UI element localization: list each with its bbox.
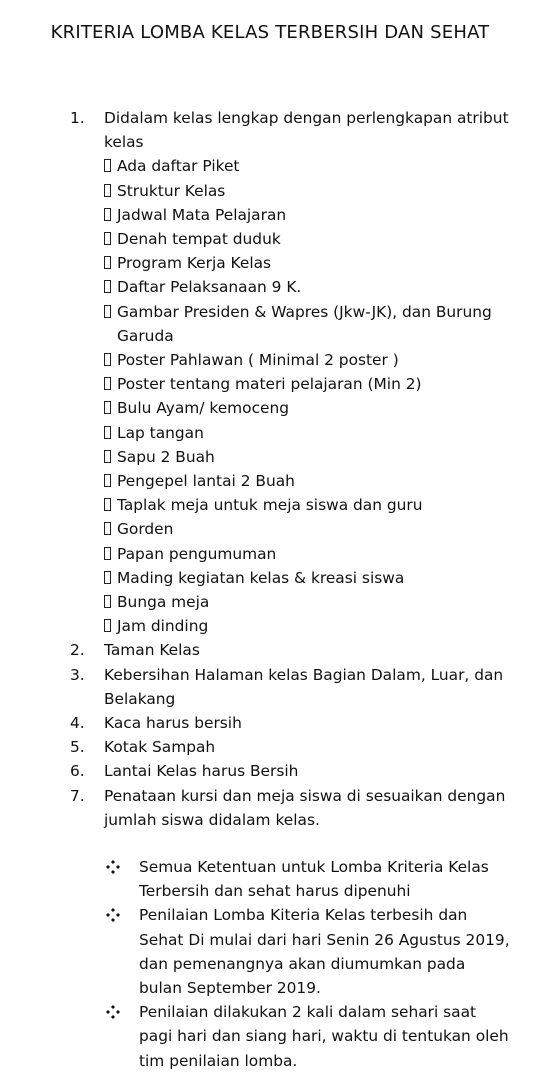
checklist-item: [0, 542, 540, 566]
checklist-item-text: Struktur Kelas: [117, 181, 226, 200]
list-item: [0, 663, 540, 711]
note-text: Penilaian Lomba Kiteria Kelas terbesih dan Sehat Di mulai dari hari Senin 26 Agustus 2019, dan pemenangnya akan diumumkan pada bulan September 2019.: [139, 906, 510, 998]
checkbox-icon: [104, 305, 111, 318]
item-number: 6.: [70, 762, 85, 781]
checklist-item: [0, 300, 540, 348]
notes-list: [0, 855, 540, 1073]
checklist-item: [0, 590, 540, 614]
list-item: [0, 711, 540, 735]
item-text: Kotak Sampah: [104, 738, 216, 757]
checklist-item: [0, 372, 540, 396]
checklist-item: [0, 275, 540, 299]
checklist-item: [0, 154, 540, 178]
checklist-item: [0, 493, 540, 517]
checkbox-icon: [104, 184, 111, 197]
checklist-item-text: Papan pengumuman: [117, 544, 277, 563]
checkbox-icon: [104, 522, 111, 535]
checklist-item: [0, 179, 540, 203]
checkbox-icon: [104, 547, 111, 560]
item-text: Didalam kelas lengkap dengan perlengkapan atribut kelas: [104, 109, 509, 152]
item-number: 1.: [70, 109, 85, 127]
note-item: [0, 1000, 540, 1073]
checklist-item-text: Gambar Presiden & Wapres (Jkw-JK), dan Burung Garuda: [117, 302, 492, 345]
checklist-item-text: Bunga meja: [117, 593, 210, 612]
checklist-item: [0, 469, 540, 493]
checkbox-icon: [104, 280, 111, 293]
checklist-item-text: Sapu 2 Buah: [117, 447, 215, 466]
checkbox-icon: [104, 450, 111, 463]
checklist-item: [0, 396, 540, 420]
note-text: Penilaian dilakukan 2 kali dalam sehari saat pagi hari dan siang hari, waktu di tentukan oleh tim penilaian lomba.: [139, 1003, 509, 1070]
checkbox-icon: [104, 474, 111, 487]
checklist-item-text: Daftar Pelaksanaan 9 K.: [117, 278, 302, 297]
checklist-item-text: Poster Pahlawan ( Minimal 2 poster ): [117, 351, 399, 370]
note-text: Semua Ketentuan untuk Lomba Kriteria Kelas Terbersih dan sehat harus dipenuhi: [139, 858, 489, 901]
list-item: [0, 759, 540, 783]
checklist-item-text: Jadwal Mata Pelajaran: [117, 205, 287, 224]
item-text: Penataan kursi dan meja siswa di sesuaikan dengan jumlah siswa didalam kelas.: [104, 786, 506, 829]
item-text: Kaca harus bersih: [104, 714, 242, 733]
item-text: Taman Kelas: [104, 641, 200, 660]
checklist-item: [0, 203, 540, 227]
list-item: [0, 784, 540, 832]
checklist-item-text: Gorden: [117, 520, 174, 539]
checkbox-icon: [104, 498, 111, 511]
checklist-item-text: Lap tangan: [117, 423, 204, 442]
checkbox-icon: [104, 208, 111, 221]
list-item: [0, 638, 540, 662]
checkbox-icon: [104, 159, 111, 172]
item-number: 3.: [70, 665, 85, 684]
diamond-bullet-icon: [106, 860, 120, 874]
checkbox-icon: [104, 256, 111, 269]
checkbox-icon: [104, 377, 111, 390]
checkbox-icon: [104, 619, 111, 632]
item-text: Lantai Kelas harus Bersih: [104, 762, 299, 781]
note-item: [0, 855, 540, 903]
checklist-item-text: Ada daftar Piket: [117, 157, 240, 176]
checklist-item-text: Taplak meja untuk meja siswa dan guru: [117, 496, 423, 515]
diamond-bullet-icon: [106, 908, 120, 922]
checkbox-icon: [104, 401, 111, 414]
checklist-item: [0, 348, 540, 372]
checklist-item-text: Mading kegiatan kelas & kreasi siswa: [117, 568, 405, 587]
criteria-list: [0, 106, 540, 832]
note-item: [0, 903, 540, 1000]
checklist-item-text: Program Kerja Kelas: [117, 254, 272, 273]
checklist-item: [0, 566, 540, 590]
item-number: 5.: [70, 738, 85, 757]
checklist-item-text: Denah tempat duduk: [117, 230, 281, 249]
diamond-bullet-icon: [106, 1005, 120, 1019]
checkbox-icon: [104, 426, 111, 439]
checklist-item: [0, 251, 540, 275]
list-item: [0, 106, 540, 154]
checklist-item: [0, 421, 540, 445]
checklist-item: [0, 445, 540, 469]
checklist-item: [0, 614, 540, 638]
item-number: 4.: [70, 714, 85, 733]
attribute-checklist: [0, 154, 540, 638]
checklist-item-text: Bulu Ayam/ kemoceng: [117, 399, 290, 418]
checklist-item: [0, 517, 540, 541]
checklist-item-text: Jam dinding: [117, 617, 209, 636]
list-item: [0, 735, 540, 759]
checklist-item-text: Poster tentang materi pelajaran (Min 2): [117, 375, 422, 394]
item-text: Kebersihan Halaman kelas Bagian Dalam, Luar, dan Belakang: [104, 665, 504, 708]
checkbox-icon: [104, 571, 111, 584]
checkbox-icon: [104, 353, 111, 366]
checkbox-icon: [104, 232, 111, 245]
item-number: 2.: [70, 641, 85, 660]
checklist-item-text: Pengepel lantai 2 Buah: [117, 472, 295, 491]
checkbox-icon: [104, 595, 111, 608]
document-title: KRITERIA LOMBA KELAS TERBERSIH DAN SEHAT: [50, 22, 490, 43]
item-number: 7.: [70, 786, 85, 805]
checklist-item: [0, 227, 540, 251]
